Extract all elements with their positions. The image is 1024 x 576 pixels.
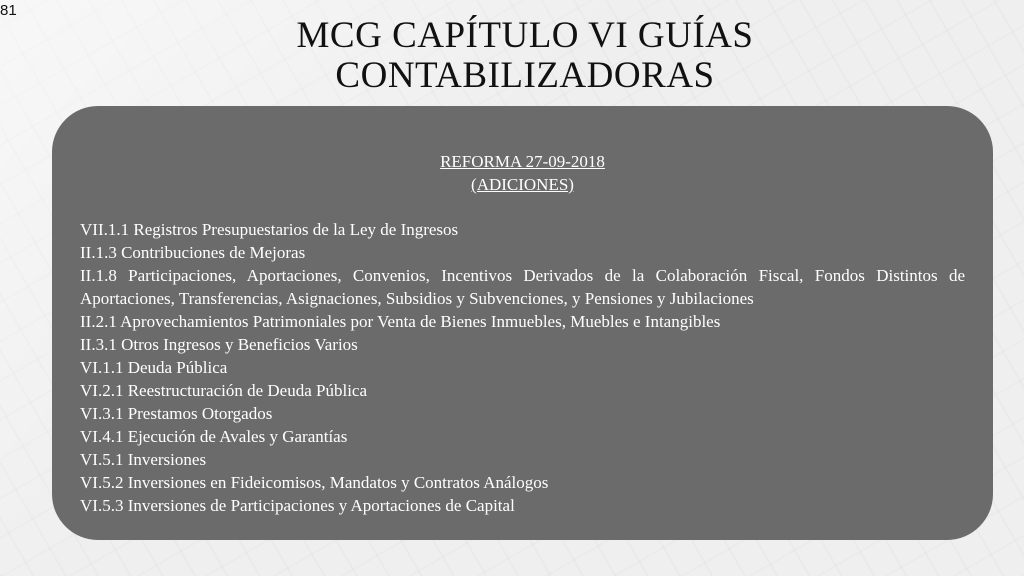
additions-heading: (ADICIONES): [471, 175, 574, 194]
guide-list-item: VI.1.1 Deuda Pública: [80, 358, 228, 377]
content-panel-body: [80, 150, 965, 517]
slide-number: 81: [0, 2, 17, 19]
guide-list-item: VI.3.1 Prestamos Otorgados: [80, 404, 273, 423]
guide-list-item: II.2.1 Aprovechamientos Patrimoniales por Venta de Bienes Inmuebles, Muebles e Intangibles: [80, 312, 721, 331]
slide-title: [180, 16, 870, 96]
guide-list-item: VI.4.1 Ejecución de Avales y Garantías: [80, 427, 348, 446]
guide-list-item: II.1.3 Contribuciones de Mejoras: [80, 243, 306, 262]
guide-list-item: VII.1.1 Registros Presupuestarios de la Ley de Ingresos: [80, 220, 459, 239]
guide-list-item: II.3.1 Otros Ingresos y Beneficios Varios: [80, 335, 358, 354]
guide-list: [80, 218, 965, 517]
guide-list-item: VI.5.3 Inversiones de Participaciones y Aportaciones de Capital: [80, 496, 515, 515]
reform-heading: REFORMA 27-09-2018: [440, 152, 605, 171]
content-panel: [52, 106, 993, 540]
guide-list-item: VI.2.1 Reestructuración de Deuda Pública: [80, 381, 368, 400]
guide-list-item: VI.5.1 Inversiones: [80, 450, 207, 469]
slide-title-line-2: CONTABILIZADORAS: [335, 55, 715, 96]
guide-list-item: VI.5.2 Inversiones en Fideicomisos, Mandatos y Contratos Análogos: [80, 473, 549, 492]
guide-list-item: II.1.8 Participaciones, Aportaciones, Convenios, Incentivos Derivados de la Colaboración Fiscal, Fondos Distintos de Aportaciones, Transferencias, Asignaciones, Subsidios y Subvenciones, y Pensiones y Jubilaciones: [80, 266, 965, 308]
slide-title-line-1: MCG CAPÍTULO VI GUÍAS: [296, 15, 754, 56]
